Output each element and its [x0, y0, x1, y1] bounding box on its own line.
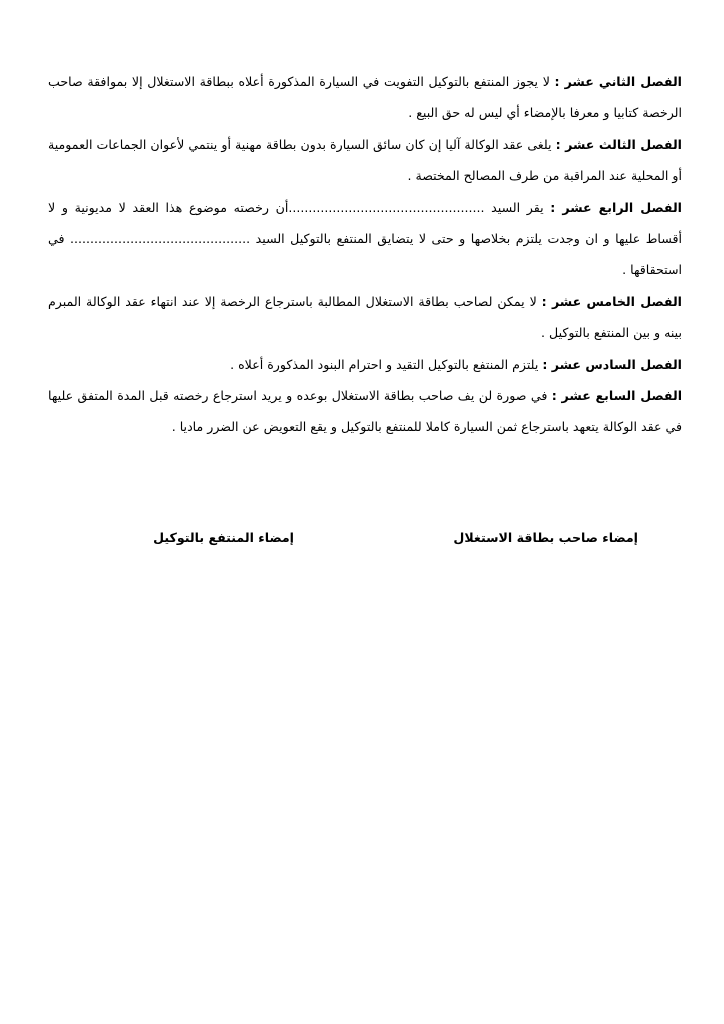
clause-14	[48, 192, 682, 286]
clause-text: لا يمكن لصاحب بطاقة الاستغلال المطالبة باسترجاع الرخصة إلا عند انتهاء عقد الوكالة المبرم بينه و بين المنتفع بالتوكيل .	[48, 293, 682, 341]
clause-label: الفصل الثالث عشر :	[555, 136, 683, 152]
clause-label: الفصل السابع عشر :	[551, 388, 683, 404]
clause-label: الفصل السادس عشر :	[542, 356, 682, 372]
clause-13	[48, 129, 682, 192]
contract-clauses	[48, 66, 682, 443]
clause-label: الفصل الخامس عشر :	[541, 293, 682, 309]
clause-text: يلغى عقد الوكالة آليا إن كان سائق السيارة بدون بطاقة مهنية أو ينتمي لأعوان الجماعات العمومية أو المحلية عند المراقبة من طرف المصالح المختصة .	[48, 136, 682, 184]
signature-block	[0, 530, 724, 560]
clause-12	[48, 66, 682, 129]
clause-15	[48, 286, 682, 349]
clause-text: يقر السيد .................................................أن رخصته موضوع هذا العقد لا مديونية و لا أقساط عليها و ان وجدت يلتزم بخلاصها و حتى لا يتضايق المنتفع بالتوكيل السيد ............................................. في استحقاقها .	[48, 199, 682, 278]
clause-text: يلتزم المنتفع بالتوكيل التقيد و احترام البنود المذكورة أعلاه .	[230, 356, 543, 372]
owner-signature-label: إمضاء صاحب بطاقة الاستغلال	[453, 530, 638, 545]
clause-text: لا يجوز المنتفع بالتوكيل التفويت في السيارة المذكورة أعلاه ببطاقة الاستغلال إلا بموافقة صاحب الرخصة كتابيا و معرفا بالإمضاء أي ليس له حق البيع .	[48, 74, 682, 121]
clause-17	[48, 380, 682, 443]
clause-label: الفصل الرابع عشر :	[550, 199, 682, 215]
clause-text: في صورة لن يف صاحب بطاقة الاستغلال بوعده و يريد استرجاع رخصته قبل المدة المتفق عليها في عقد الوكالة يتعهد باسترجاع ثمن السيارة كاملا للمنتفع بالتوكيل و يقع التعويض عن الضرر ماديا .	[48, 388, 682, 435]
beneficiary-signature-label: إمضاء المنتفع بالتوكيل	[153, 530, 294, 545]
clause-label: الفصل الثاني عشر :	[554, 74, 682, 89]
clause-16	[48, 349, 682, 380]
